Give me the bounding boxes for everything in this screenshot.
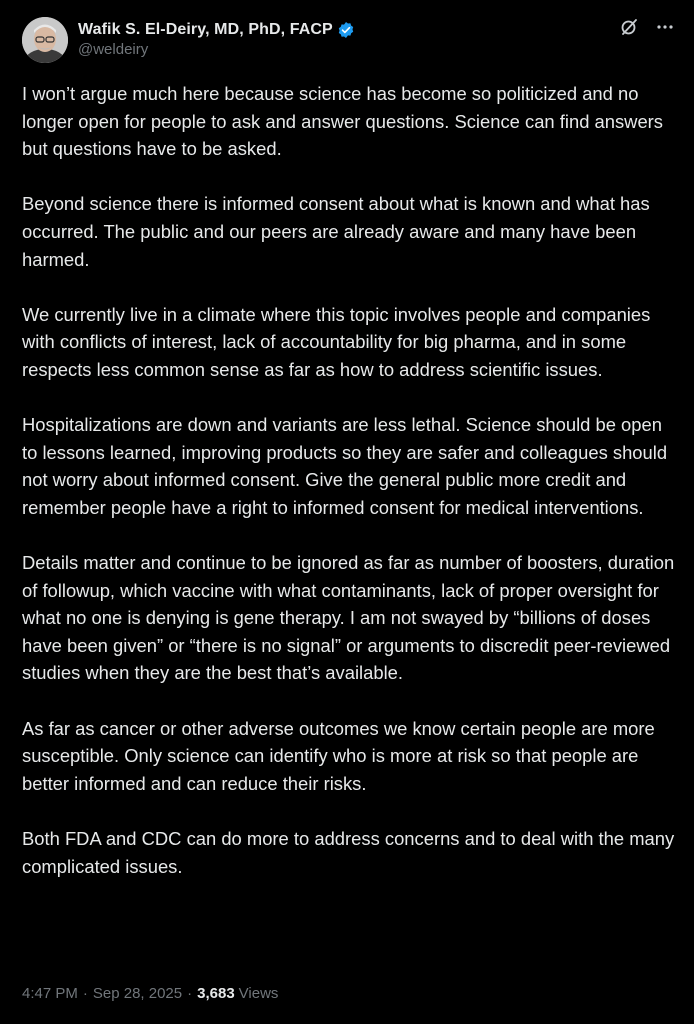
author-name-row xyxy=(78,20,355,40)
avatar[interactable] xyxy=(22,17,68,63)
tweet-paragraph: We currently live in a climate where this topic involves people and companies with conflicts of interest, lack of accountability for big pharma, and in some respects less common sense as far as how to address scientific issues. xyxy=(22,303,651,380)
tweet-paragraph: Both FDA and CDC can do more to address concerns and to deal with the many complicated issues. xyxy=(22,828,675,877)
verified-badge-icon[interactable] xyxy=(337,21,355,39)
tweet-time[interactable]: 4:47 PM xyxy=(22,985,78,1002)
tweet-paragraph: Beyond science there is informed consent about what is known and what has occurred. The public and our peers are already aware and many have been harmed. xyxy=(22,193,650,270)
author-handle[interactable]: @weldeiry xyxy=(78,41,149,58)
tweet-header xyxy=(22,14,676,66)
meta-separator: · xyxy=(187,985,193,1002)
tweet-paragraph: Details matter and continue to be ignored as far as number of boosters, duration of followup, which vaccine with what contaminants, lack of proper oversight for what no one is denying is gene therapy. I am not swayed by “billions of doses have been given” or “there is no signal” or arguments to discredit peer-reviewed studies when they are the best that’s available. xyxy=(22,552,675,684)
header-actions xyxy=(618,16,676,38)
tweet-text xyxy=(22,80,678,880)
avatar-image xyxy=(22,17,68,63)
tweet-paragraph: As far as cancer or other adverse outcomes we know certain people are more susceptible. Only science can identify who is more at risk so that people are better informed and can reduce their risks. xyxy=(22,717,655,794)
author-identity xyxy=(78,20,355,60)
meta-separator: · xyxy=(82,985,88,1002)
views-label: Views xyxy=(238,985,279,1002)
tweet-date[interactable]: Sep 28, 2025 xyxy=(92,985,183,1002)
views-count[interactable]: 3,683 xyxy=(197,985,235,1002)
author-name[interactable]: Wafik S. El-Deiry, MD, PhD, FACP xyxy=(78,21,333,38)
grok-icon[interactable] xyxy=(618,16,640,38)
tweet-meta xyxy=(22,985,278,1002)
tweet-paragraph: Hospitalizations are down and variants are less lethal. Science should be open to lessons learned, improving products so they are safer and colleagues should not worry about informed consent. Give the general public more credit and remember people have a right to informed consent for medical interventions. xyxy=(22,414,668,518)
tweet-paragraph: I won’t argue much here because science has become so politicized and no longer open for people to ask and answer questions. Science can find answers but questions have to be asked. xyxy=(22,83,664,160)
more-icon[interactable] xyxy=(654,16,676,38)
